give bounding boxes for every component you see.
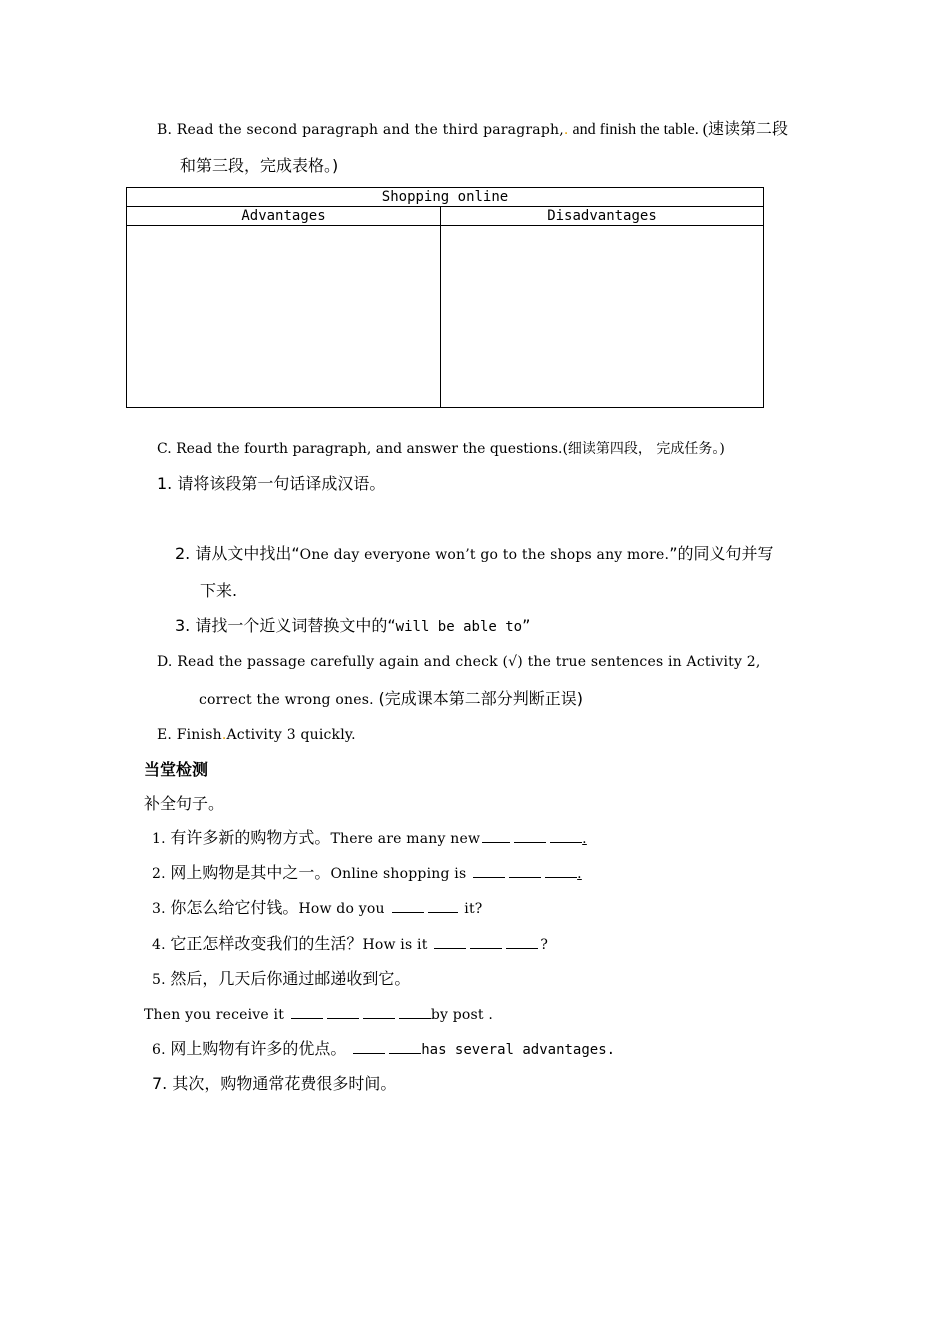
sentence-2: [152, 863, 582, 884]
advantages-cell[interactable]: [127, 226, 441, 408]
shopping-online-table: [126, 187, 764, 408]
sentence-6: [152, 1039, 615, 1060]
sentence-7: 7. 其次，购物通常花费很多时间。: [152, 1074, 397, 1093]
s2-end: .: [577, 866, 582, 882]
blank[interactable]: [363, 1004, 395, 1019]
blank[interactable]: [545, 863, 577, 878]
s5-num: 5.: [152, 972, 171, 988]
blank[interactable]: [291, 1004, 323, 1019]
s4-end: ?: [540, 937, 549, 953]
s3-zh: 你怎么给它付钱。: [170, 898, 299, 917]
blank[interactable]: [506, 934, 538, 949]
s1-end: .: [582, 831, 587, 847]
disadvantages-cell[interactable]: [441, 226, 764, 408]
blank[interactable]: [428, 898, 458, 913]
blank[interactable]: [389, 1039, 421, 1054]
section-d-line2: [199, 689, 583, 710]
sentence-5: [152, 969, 410, 990]
s1-zh: 有许多新的购物方式。: [170, 828, 331, 847]
s5-zh: 然后，几天后你通过邮递收到它。: [170, 969, 411, 988]
section-c-q2-line2: 下来.: [200, 581, 238, 600]
blank[interactable]: [550, 828, 582, 843]
s6-zh: 网上购物有许多的优点。: [170, 1039, 347, 1058]
section-d-zh: (完成课本第二部分判断正误): [378, 689, 584, 708]
section-d-line1: D. Read the passage carefully again and check (√) the true sentences in Activity 2,: [157, 654, 761, 670]
section-b-line1: [157, 119, 788, 140]
blank[interactable]: [434, 934, 466, 949]
q2-prefix: 2. 请从文中找出“: [175, 544, 300, 563]
section-e-part1: E. Finish: [157, 727, 222, 743]
q3-prefix: 3. 请找一个近义词替换文中的“: [175, 616, 396, 635]
blank[interactable]: [392, 898, 424, 913]
s3-en: How do you: [298, 901, 385, 917]
section-b-line2: 和第三段，完成表格。): [180, 156, 339, 175]
blank[interactable]: [353, 1039, 385, 1054]
section-c-text: C. Read the fourth paragraph, and answer the questions.(细读第四段， 完成任务。): [157, 441, 725, 457]
blank[interactable]: [509, 863, 541, 878]
blank[interactable]: [327, 1004, 359, 1019]
s4-en: How is it: [362, 937, 428, 953]
section-d-en: correct the wrong ones.: [199, 692, 374, 708]
section-c-q3: [175, 616, 530, 637]
blank[interactable]: [399, 1004, 431, 1019]
s4-num: 4.: [152, 937, 171, 953]
sentence-1: [152, 828, 587, 849]
blank[interactable]: [514, 828, 546, 843]
s2-zh: 网上购物是其中之一。: [170, 863, 331, 882]
section-b-text: B. Read the second paragraph and the third paragraph,: [157, 122, 564, 138]
s2-en: Online shopping is: [330, 866, 467, 882]
s6-num: 6.: [152, 1042, 171, 1058]
blank[interactable]: [470, 934, 502, 949]
disadvantages-header: Disadvantages: [441, 207, 764, 226]
s5-en: Then you receive it: [144, 1007, 285, 1023]
q3-quote: will be able to: [395, 619, 523, 635]
sentence-4: [152, 934, 548, 955]
sentence-5-english: [144, 1004, 493, 1025]
section-c-q1: 1. 请将该段第一句话译成汉语。: [157, 474, 386, 493]
s5-end: by post .: [430, 1007, 494, 1023]
s6-end: has several advantages.: [421, 1042, 616, 1058]
section-c-line: [157, 438, 725, 459]
q2-suffix: ”的同义句并写: [669, 544, 774, 563]
section-b-tail: and finish the table. (速读第二段: [568, 121, 789, 138]
s2-num: 2.: [152, 866, 171, 882]
s3-end: it?: [464, 901, 483, 917]
blank[interactable]: [482, 828, 510, 843]
s1-num: 1.: [152, 831, 171, 847]
sentence-3: [152, 898, 483, 919]
s3-num: 3.: [152, 901, 171, 917]
advantages-header: Advantages: [127, 207, 441, 226]
check-instruction: 补全句子。: [144, 794, 225, 813]
q2-quote: One day everyone won’t go to the shops any more.: [299, 547, 670, 563]
check-heading: 当堂检测: [144, 760, 209, 779]
section-e-part2: Activity 3 quickly.: [226, 727, 356, 743]
s4-zh: 它正怎样改变我们的生活？: [170, 934, 363, 953]
orange-dot-mark: .: [563, 122, 569, 138]
section-c-q2: [175, 544, 773, 565]
blank[interactable]: [473, 863, 505, 878]
table-title: Shopping online: [127, 188, 764, 207]
s1-en: There are many new: [330, 831, 481, 847]
section-e-line: [157, 725, 356, 745]
q3-suffix: ”: [522, 616, 531, 635]
orange-dot-mark: .: [221, 727, 227, 743]
